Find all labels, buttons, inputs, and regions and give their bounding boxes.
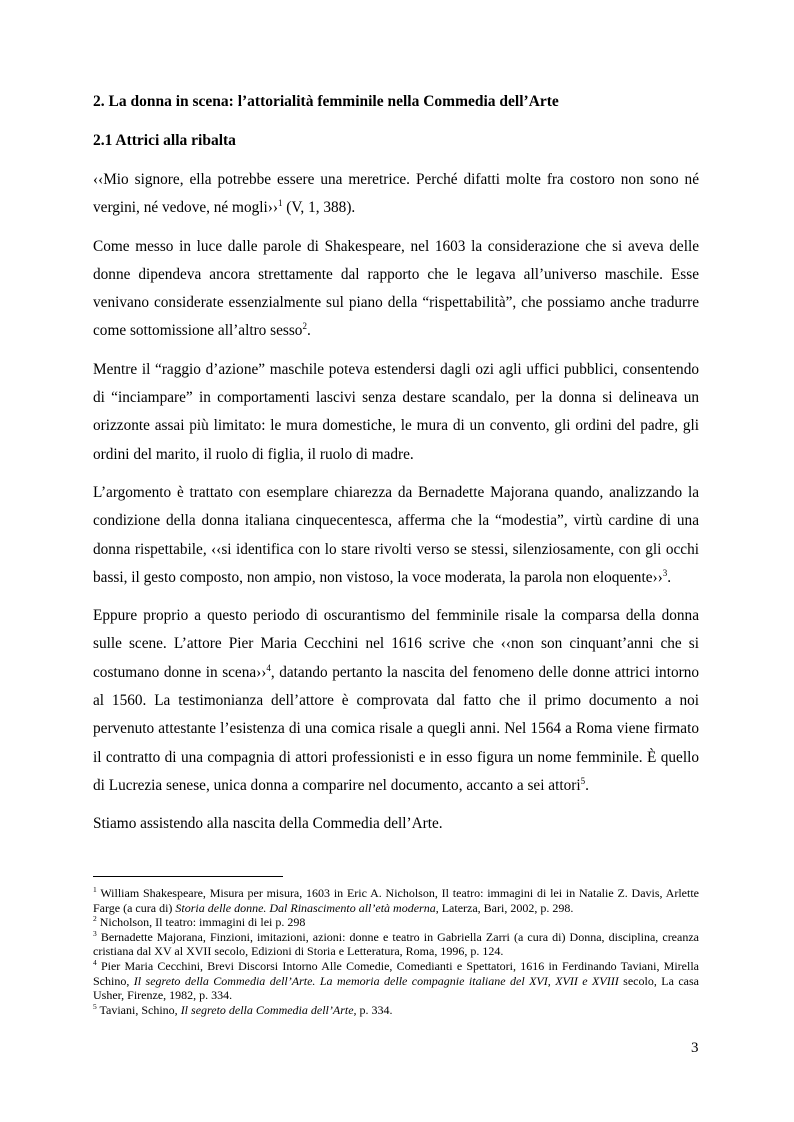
paragraph-shakespeare <box>93 233 699 346</box>
paragraph-text: ‹‹Mio signore, ella potrebbe essere una meretrice. Perché difatti molte fra costoro non sono né vergini, né vedove, né mogli›› <box>93 171 699 217</box>
paragraph-text: Mentre il “raggio d’azione” maschile poteva estendersi dagli ozi agli uffici pubblici, consentendo di “inciampare” in comportamenti lascivi senza destare scandalo, per la donna si delineava un orizzonte assai più limitato: le mura domestiche, le mura di un convento, gli ordini del padre, gli ordini del marito, il ruolo di figlia, il ruolo di madre. <box>93 360 699 463</box>
paragraph-text: L’argomento è trattato con esemplare chiarezza da Bernadette Majorana quando, analizzando la condizione della donna italiana cinquecentesca, afferma che la “modestia”, virtù cardine di una donna rispettabile, ‹‹si identifica con lo stare rivolti verso se stessi, silenziosamente, con gli occhi bassi, il gesto composto, non ampio, non vistoso, la voce moderata, la parola non eloquente›› <box>93 483 699 586</box>
footnote-number: 2 <box>93 914 97 924</box>
footnote-text: Pier Maria Cecchini, Brevi Discorsi Intorno Alle Comedie, Comedianti e Spettatori, 1616 in Ferdinando Taviani, Mirella Schino, <box>93 958 699 988</box>
paragraph-text: , datando pertanto la nascita del fenomeno delle donne attrici intorno al 1560. La testimonianza dell’attore è comprovata dal fatto che il primo documento a noi pervenuto attestante l’esistenza di una comica risale a quegli anni. Nel 1564 a Roma viene firmato il contratto di una compagnia di attori professionisti e in esso figura un nome femminile. È quello di Lucrezia senese, unica donna a comparire nel documento, accanto a sei attori <box>93 663 699 794</box>
footnote-number: 3 <box>93 928 97 938</box>
footnote-3 <box>93 930 699 959</box>
footnote-4 <box>93 959 699 1003</box>
paragraph-text: Come messo in luce dalle parole di Shakespeare, nel 1603 la considerazione che si aveva delle donne dipendeva ancora strettamente dal rapporto che le legava all’universo maschile. Esse venivano considerate essenzialmente sul piano della “rispettabilità”, che possiamo anche tradurre come sottomissione all’altro sesso <box>93 237 699 340</box>
footnote-1 <box>93 886 699 915</box>
paragraph-cecchini <box>93 602 699 800</box>
paragraph-raggio-azione <box>93 356 699 469</box>
footnote-text: , Laterza, Bari, 2002, p. 298. <box>435 900 574 915</box>
footnote-2 <box>93 915 699 930</box>
footnote-title: Il segreto della Commedia dell’Arte. La memoria delle compagnie italiane del XVI, XVII e XVIII <box>133 973 619 988</box>
paragraph-text: . <box>306 322 311 340</box>
page-number: 3 <box>691 1040 699 1056</box>
footnote-ref-5[interactable]: 5 <box>580 775 586 786</box>
footnote-ref-2[interactable]: 2 <box>302 321 307 332</box>
paragraph-quote <box>93 166 699 223</box>
chapter-heading: 2. La donna in scena: l’attorialità femminile nella Commedia dell’Arte <box>93 93 559 110</box>
footnote-title: Storia delle donne. Dal Rinascimento all’età moderna <box>175 900 436 915</box>
footnote-divider <box>93 876 283 877</box>
footnote-text: Taviani, Schino, <box>96 1002 181 1017</box>
paragraph-text: Eppure proprio a questo periodo di oscurantismo del femminile risale la comparsa della donna sulle scene. L’attore Pier Maria Cecchini nel 1616 scrive che ‹‹non son cinquant’anni che si costumano donne in scena›› <box>93 607 699 681</box>
footnote-text: secolo, La casa Usher, Firenze, 1982, p. 334. <box>93 973 700 1003</box>
paragraph-text: (V, 1, 388). <box>282 199 356 217</box>
paragraph-conclusion <box>93 810 699 838</box>
footnote-text: William Shakespeare, Misura per misura, 1603 in Eric A. Nicholson, Il teatro: immagini di lei in Natalie Z. Davis, Arlette Farge (a cura di) <box>93 886 699 915</box>
footnote-text: Nicholson, Il teatro: immagini di lei p. 298 <box>96 915 306 930</box>
paragraph-text: . <box>667 568 672 586</box>
main-text <box>93 92 699 849</box>
footnote-text: p. 334. <box>356 1002 393 1017</box>
paragraph-majorana <box>93 479 699 592</box>
footnote-number: 1 <box>93 885 97 894</box>
footnote-number: 5 <box>93 1001 97 1011</box>
footnote-ref-1[interactable]: 1 <box>277 198 283 209</box>
paragraph-text: . <box>585 776 589 794</box>
footnote-ref-3[interactable]: 3 <box>662 567 668 578</box>
footnotes <box>93 886 699 1017</box>
paragraph-text: Stiamo assistendo alla nascita della Commedia dell’Arte. <box>93 815 443 833</box>
footnote-title: Il segreto della Commedia dell’Arte, <box>180 1002 357 1017</box>
footnote-text: Bernadette Majorana, Finzioni, imitazioni, azioni: donne e teatro in Gabriella Zarri (a cura di) Donna, disciplina, creanza cristiana dal XV al XVII secolo, Edizioni di Storia e Letteratura, Roma, 1996, p. 124. <box>93 929 699 959</box>
section-heading: 2.1 Attrici alla ribalta <box>93 132 236 149</box>
footnote-number: 4 <box>93 957 97 967</box>
footnote-5 <box>93 1003 699 1018</box>
footnote-ref-4[interactable]: 4 <box>266 662 271 673</box>
